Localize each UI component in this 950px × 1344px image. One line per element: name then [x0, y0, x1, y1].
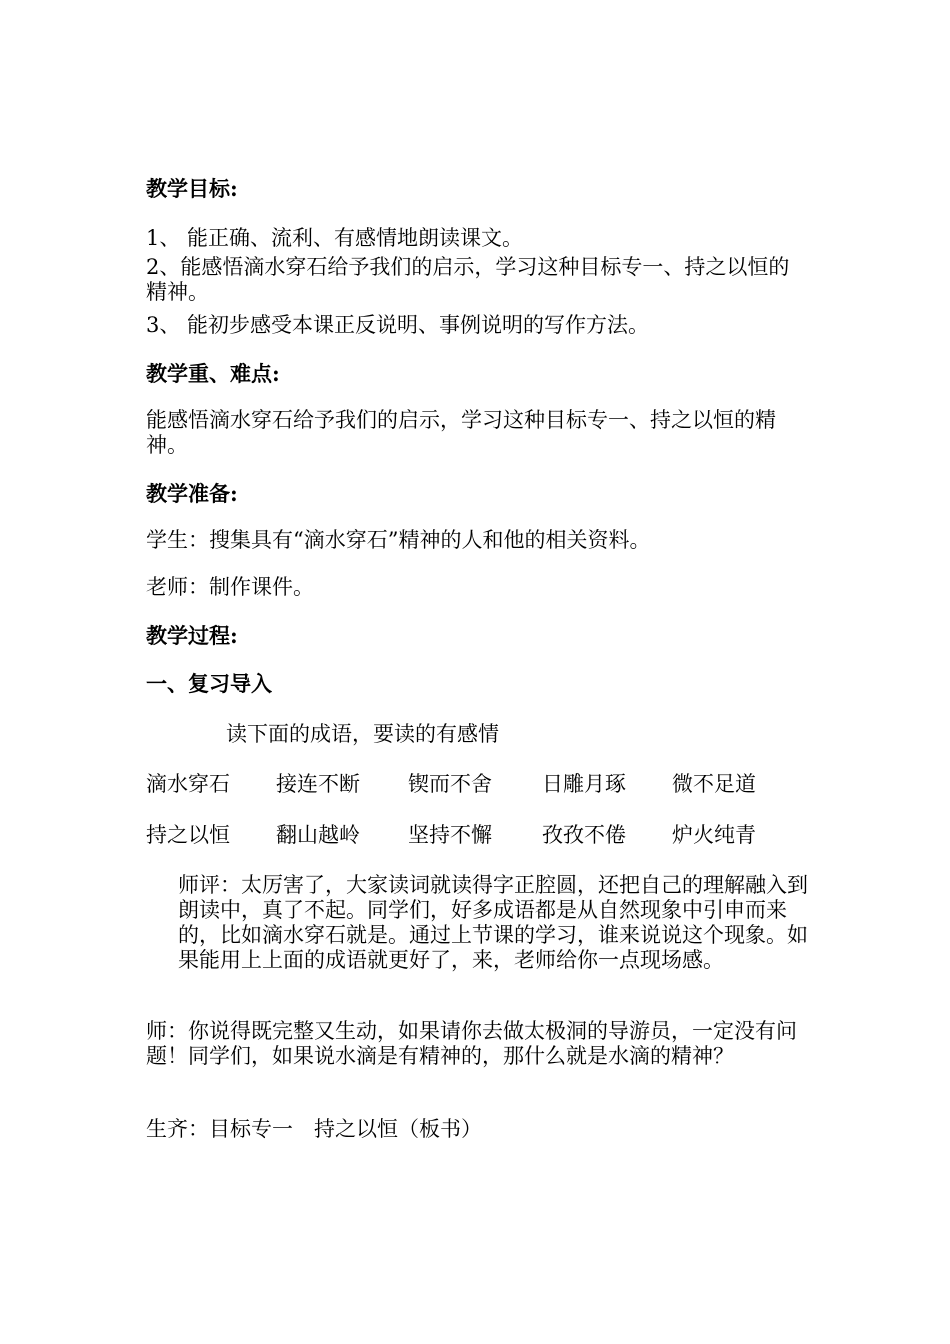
objective-item-3: 3、 能初步感受本课正反说明、事例说明的写作方法。	[146, 313, 650, 337]
objective-item-2: 2、能感悟滴水穿石给予我们的启示，学习这种目标专一、持之以恒的精神。	[146, 255, 790, 304]
idiom: 翻山越岭	[276, 823, 360, 847]
key-points-heading: 教学重、难点:	[146, 361, 280, 386]
idiom: 日雕月琢	[542, 772, 626, 796]
students-line: 生齐：目标专一 持之以恒（板书）	[146, 1117, 482, 1141]
idiom: 坚持不懈	[408, 823, 492, 847]
idiom: 滴水穿石	[146, 772, 230, 796]
preparation-heading: 教学准备:	[146, 481, 238, 506]
idiom: 微不足道	[672, 772, 756, 796]
section-1-title: 一、复习导入	[146, 671, 272, 696]
idiom: 接连不断	[276, 772, 360, 796]
idiom-row-2	[146, 823, 806, 851]
idiom: 锲而不舍	[408, 772, 492, 796]
preparation-teacher: 老师：制作课件。	[146, 575, 314, 599]
objectives-heading: 教学目标:	[146, 176, 238, 201]
idiom: 炉火纯青	[672, 823, 756, 847]
idiom: 孜孜不倦	[542, 823, 626, 847]
teacher-comment: 师评：太厉害了，大家读词就读得字正腔圆，还把自己的理解融入到朗读中，真了不起。同学们，好多成语都是从自然现象中引申而来的，比如滴水穿石就是。通过上节课的学习，谁来说说这个现象。如果能用上上面的成语就更好了，来，老师给你一点现场感。	[178, 873, 808, 972]
reading-instruction: 读下面的成语，要读的有感情	[226, 722, 499, 746]
teacher-line: 师：你说得既完整又生动，如果请你去做太极洞的导游员，一定没有问题！同学们，如果说水滴是有精神的，那什么就是水滴的精神？	[146, 1019, 797, 1068]
objective-item-1: 1、 能正确、流利、有感情地朗读课文。	[146, 226, 524, 250]
idiom-row-1	[146, 772, 806, 800]
preparation-student: 学生：搜集具有“滴水穿石”精神的人和他的相关资料。	[146, 528, 651, 552]
process-heading: 教学过程:	[146, 623, 238, 648]
key-points-text: 能感悟滴水穿石给予我们的启示，学习这种目标专一、持之以恒的精神。	[146, 408, 776, 457]
idiom: 持之以恒	[146, 823, 230, 847]
